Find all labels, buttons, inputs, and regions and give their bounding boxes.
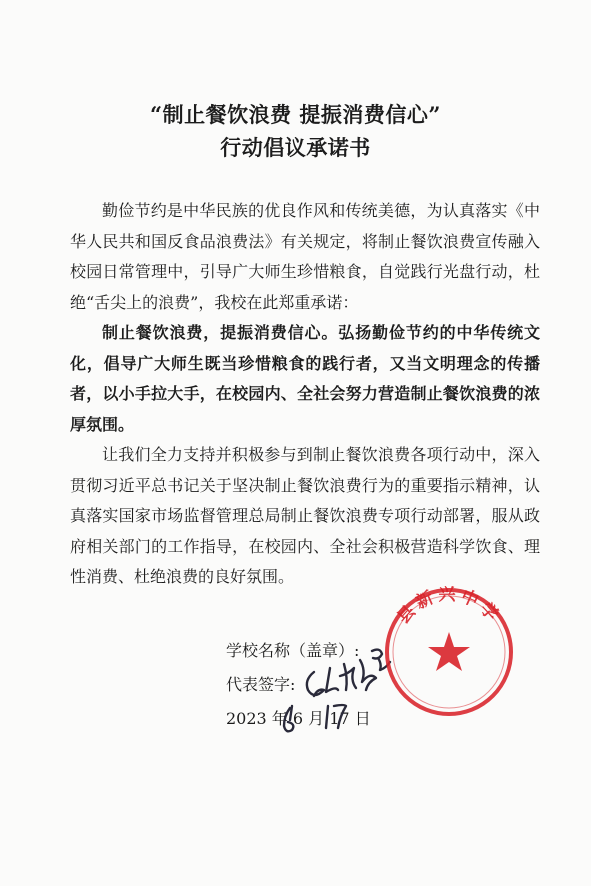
- body-text: [70, 196, 540, 593]
- title-line-2: 行动倡议承诺书: [220, 135, 371, 160]
- official-seal-stamp: [383, 586, 515, 718]
- star-icon: [428, 632, 470, 671]
- school-name-label: 学校名称（盖章）:: [226, 641, 360, 660]
- paragraph-call-to-action: 让我们全力支持并积极参与到制止餐饮浪费各项行动中，深入贯彻习近平总书记关于坚决制止餐饮浪费行为的重要指示精神，认真落实国家市场监督管理总局制止餐饮浪费专项行动部署，服从政府相关部门的工作指导，在校园内、全社会积极营造科学饮食、理性消费、杜绝浪费的良好氛围。: [70, 445, 540, 586]
- title-line-1: “制止餐饮浪费 提振消费信心”: [150, 102, 441, 127]
- stamp-text: 县新兴中学: [393, 586, 505, 628]
- paragraph-intro: 勤俭节约是中华民族的优良作风和传统美德，为认真落实《中华人民共和国反食品浪费法》有关规定，将制止餐饮浪费宣传融入校园日常管理中，引导广大师生珍惜粮食，自觉践行光盘行动，杜绝“舌尖上的浪费”，我校在此郑重承诺：: [70, 201, 540, 312]
- title-block: [0, 98, 591, 164]
- paragraph-pledge: 制止餐饮浪费，提振消费信心。弘扬勤俭节约的中华传统文化，倡导广大师生既当珍惜粮食的践行者，又当文明理念的传播者，以小手拉大手，在校园内、全社会努力营造制止餐饮浪费的浓厚氛围。: [70, 323, 540, 434]
- representative-signature-label: 代表签字:: [226, 675, 296, 694]
- signature-date: 2023 年 6 月 17 日: [226, 709, 371, 728]
